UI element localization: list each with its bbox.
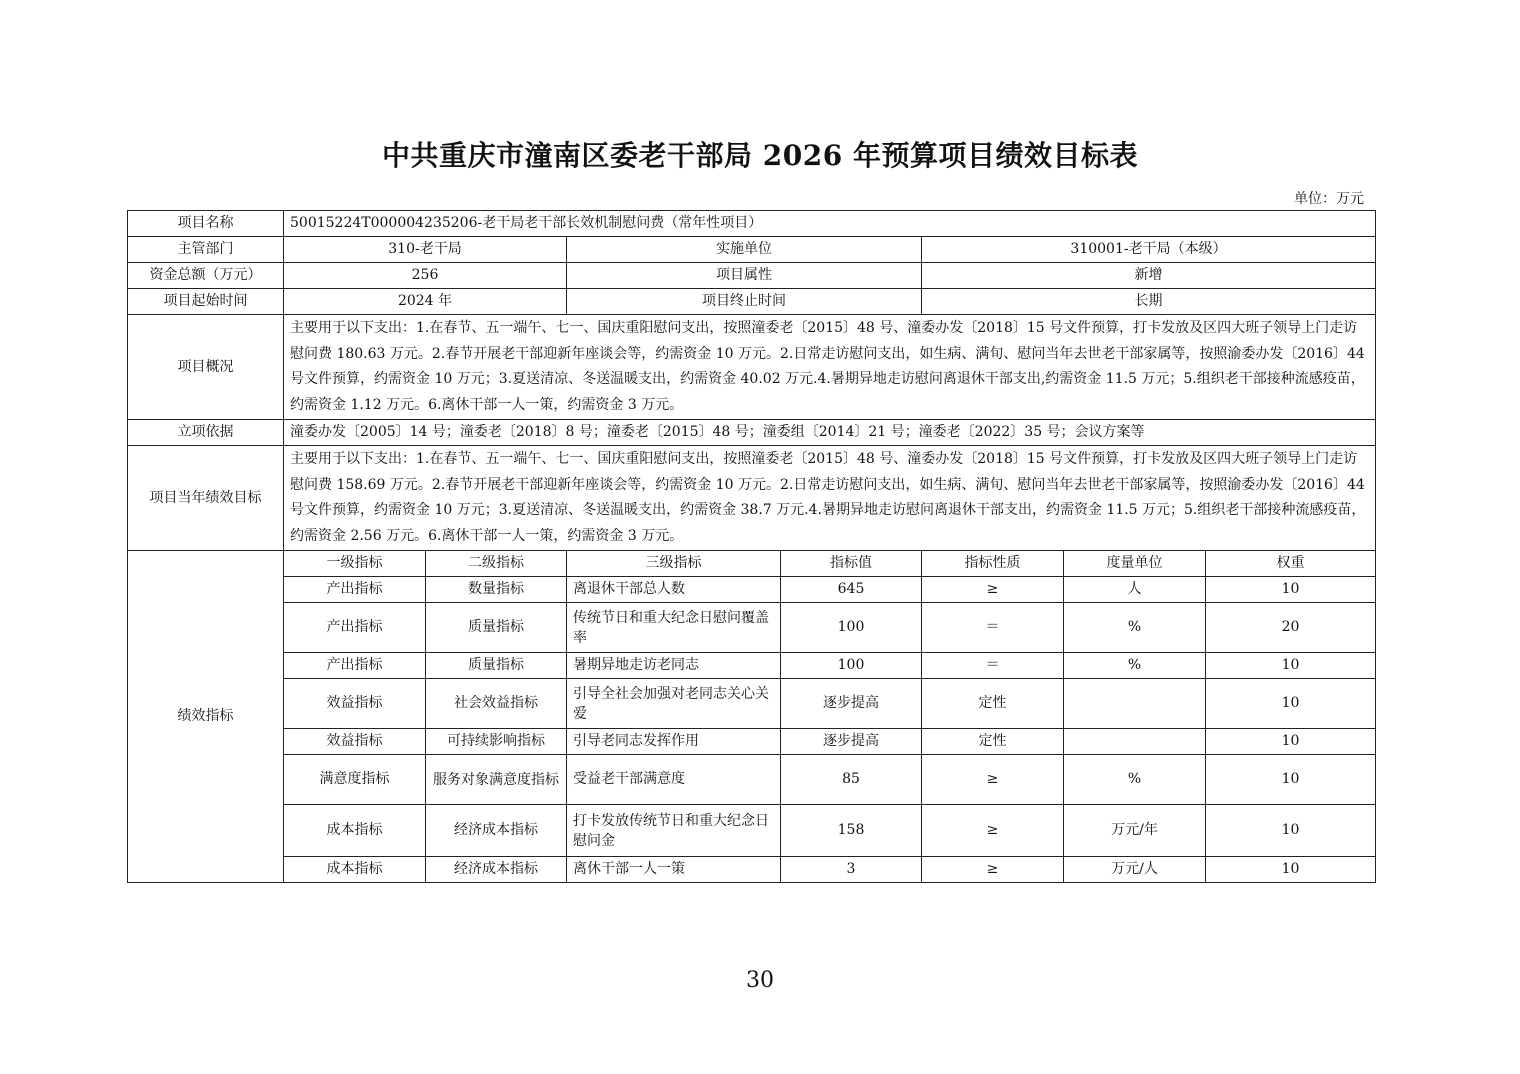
weight-cell: 10 <box>1206 729 1376 755</box>
header-level3: 三级指标 <box>567 551 781 577</box>
level2-cell: 质量指标 <box>426 653 567 679</box>
indicator-header-row <box>128 551 1376 577</box>
weight-cell: 10 <box>1206 857 1376 883</box>
level1-cell: 成本指标 <box>284 857 426 883</box>
weight-cell: 10 <box>1206 805 1376 857</box>
level1-cell: 满意度指标 <box>284 755 426 805</box>
unit-cell: 万元/人 <box>1064 857 1206 883</box>
unit-label: 单位：万元 <box>1294 191 1364 207</box>
level2-cell: 经济成本指标 <box>426 805 567 857</box>
row-project-name <box>128 211 1376 237</box>
level3-cell: 暑期异地走访老同志 <box>567 653 781 679</box>
level3-cell: 引导全社会加强对老同志关心关爱 <box>567 679 781 729</box>
dept-value: 310-老干局 <box>284 237 567 263</box>
value-cell: 645 <box>781 577 922 603</box>
overview-label: 项目概况 <box>128 315 284 420</box>
value-cell: 158 <box>781 805 922 857</box>
total-value: 256 <box>284 263 567 289</box>
goal-text: 主要用于以下支出：1.在春节、五一端午、七一、国庆重阳慰问支出，按照潼委老〔2015〕48 号、潼委办发〔2018〕15 号文件预算，打卡发放及区四大班子领导上门走访慰问费 158.69 万元。2.春节开展老干部迎新年座谈会等，约需资金 10 万元。2.日常走访慰问支出，如生病、满旬、慰问当年去世老干部家属等，按照渝委办发〔2016〕44 号文件预算，约需资金 10 万元；3.夏送清凉、冬送温暖支出，约需资金 38.7 万元.4.暑期异地走访慰问离退休干部支出，约需资金 11.5 万元；5.组织老干部接种流感疫苗，约需资金 2.56 万元。6.离休干部一人一策，约需资金 3 万元。 <box>284 446 1376 551</box>
basis-text: 潼委办发〔2005〕14 号；潼委老〔2018〕8 号；潼委老〔2015〕48 号；潼委组〔2014〕21 号；潼委老〔2022〕35 号；会议方案等 <box>284 420 1376 446</box>
level3-cell: 离退休干部总人数 <box>567 577 781 603</box>
level2-cell: 经济成本指标 <box>426 857 567 883</box>
impl-unit-label: 实施单位 <box>567 237 922 263</box>
indicator-row <box>128 653 1376 679</box>
indicator-row <box>128 679 1376 729</box>
end-value: 长期 <box>922 289 1376 315</box>
weight-cell: 20 <box>1206 603 1376 653</box>
value-cell: 逐步提高 <box>781 729 922 755</box>
level1-cell: 产出指标 <box>284 577 426 603</box>
goal-label: 项目当年绩效目标 <box>128 446 284 551</box>
page-title: 中共重庆市潼南区委老干部局 2026 年预算项目绩效目标表 <box>382 139 1138 172</box>
level3-cell: 引导老同志发挥作用 <box>567 729 781 755</box>
indicator-row <box>128 755 1376 805</box>
level3-cell: 传统节日和重大纪念日慰问覆盖率 <box>567 603 781 653</box>
row-dept <box>128 237 1376 263</box>
dept-label: 主管部门 <box>128 237 284 263</box>
level3-cell: 打卡发放传统节日和重大纪念日慰问金 <box>567 805 781 857</box>
header-weight: 权重 <box>1206 551 1376 577</box>
header-level2: 二级指标 <box>426 551 567 577</box>
level2-cell: 可持续影响指标 <box>426 729 567 755</box>
level3-cell: 离休干部一人一策 <box>567 857 781 883</box>
nature-cell: ≥ <box>922 857 1064 883</box>
unit-cell <box>1064 729 1206 755</box>
level1-cell: 效益指标 <box>284 679 426 729</box>
header-level1: 一级指标 <box>284 551 426 577</box>
weight-cell: 10 <box>1206 755 1376 805</box>
row-basis <box>128 420 1376 446</box>
header-nature: 指标性质 <box>922 551 1064 577</box>
indicator-row <box>128 603 1376 653</box>
nature-cell: 定性 <box>922 679 1064 729</box>
impl-unit-value: 310001-老干局（本级） <box>922 237 1376 263</box>
level1-cell: 产出指标 <box>284 653 426 679</box>
value-cell: 逐步提高 <box>781 679 922 729</box>
unit-cell <box>1064 679 1206 729</box>
level1-cell: 成本指标 <box>284 805 426 857</box>
indicator-row <box>128 857 1376 883</box>
unit-cell: % <box>1064 653 1206 679</box>
value-cell: 3 <box>781 857 922 883</box>
nature-cell: ＝ <box>922 603 1064 653</box>
row-overview <box>128 315 1376 420</box>
indicator-row <box>128 729 1376 755</box>
nature-cell: ≥ <box>922 755 1064 805</box>
level2-cell: 数量指标 <box>426 577 567 603</box>
attr-label: 项目属性 <box>567 263 922 289</box>
end-label: 项目终止时间 <box>567 289 922 315</box>
indicator-row <box>128 577 1376 603</box>
row-goal <box>128 446 1376 551</box>
attr-value: 新增 <box>922 263 1376 289</box>
level1-cell: 产出指标 <box>284 603 426 653</box>
value-cell: 100 <box>781 603 922 653</box>
header-unit: 度量单位 <box>1064 551 1206 577</box>
weight-cell: 10 <box>1206 653 1376 679</box>
nature-cell: ≥ <box>922 805 1064 857</box>
performance-table <box>127 210 1376 883</box>
unit-cell: 万元/年 <box>1064 805 1206 857</box>
level2-cell: 质量指标 <box>426 603 567 653</box>
project-name-label: 项目名称 <box>128 211 284 237</box>
nature-cell: 定性 <box>922 729 1064 755</box>
project-name-value: 50015224T000004235206-老干局老干部长效机制慰问费（常年性项目） <box>284 211 1376 237</box>
value-cell: 85 <box>781 755 922 805</box>
overview-text: 主要用于以下支出：1.在春节、五一端午、七一、国庆重阳慰问支出，按照潼委老〔2015〕48 号、潼委办发〔2018〕15 号文件预算，打卡发放及区四大班子领导上门走访慰问费 180.63 万元。2.春节开展老干部迎新年座谈会等，约需资金 10 万元。2.日常走访慰问支出，如生病、满旬、慰问当年去世老干部家属等，按照渝委办发〔2016〕44 号文件预算，约需资金 10 万元；3.夏送清凉、冬送温暖支出，约需资金 40.02 万元.4.暑期异地走访慰问离退休干部支出,约需资金 11.5 万元；5.组织老干部接种流感疫苗，约需资金 1.12 万元。6.离休干部一人一策，约需资金 3 万元。 <box>284 315 1376 420</box>
nature-cell: ≥ <box>922 577 1064 603</box>
weight-cell: 10 <box>1206 679 1376 729</box>
unit-cell: 人 <box>1064 577 1206 603</box>
level2-cell: 社会效益指标 <box>426 679 567 729</box>
start-value: 2024 年 <box>284 289 567 315</box>
value-cell: 100 <box>781 653 922 679</box>
weight-cell: 10 <box>1206 577 1376 603</box>
level2-cell: 服务对象满意度指标 <box>426 755 567 805</box>
unit-cell: % <box>1064 603 1206 653</box>
level3-cell: 受益老干部满意度 <box>567 755 781 805</box>
unit-cell: % <box>1064 755 1206 805</box>
header-value: 指标值 <box>781 551 922 577</box>
total-label: 资金总额（万元） <box>128 263 284 289</box>
page-number: 30 <box>746 968 774 993</box>
indicators-label: 绩效指标 <box>128 551 284 883</box>
start-label: 项目起始时间 <box>128 289 284 315</box>
row-period <box>128 289 1376 315</box>
nature-cell: ＝ <box>922 653 1064 679</box>
level1-cell: 效益指标 <box>284 729 426 755</box>
indicator-row <box>128 805 1376 857</box>
row-total <box>128 263 1376 289</box>
basis-label: 立项依据 <box>128 420 284 446</box>
